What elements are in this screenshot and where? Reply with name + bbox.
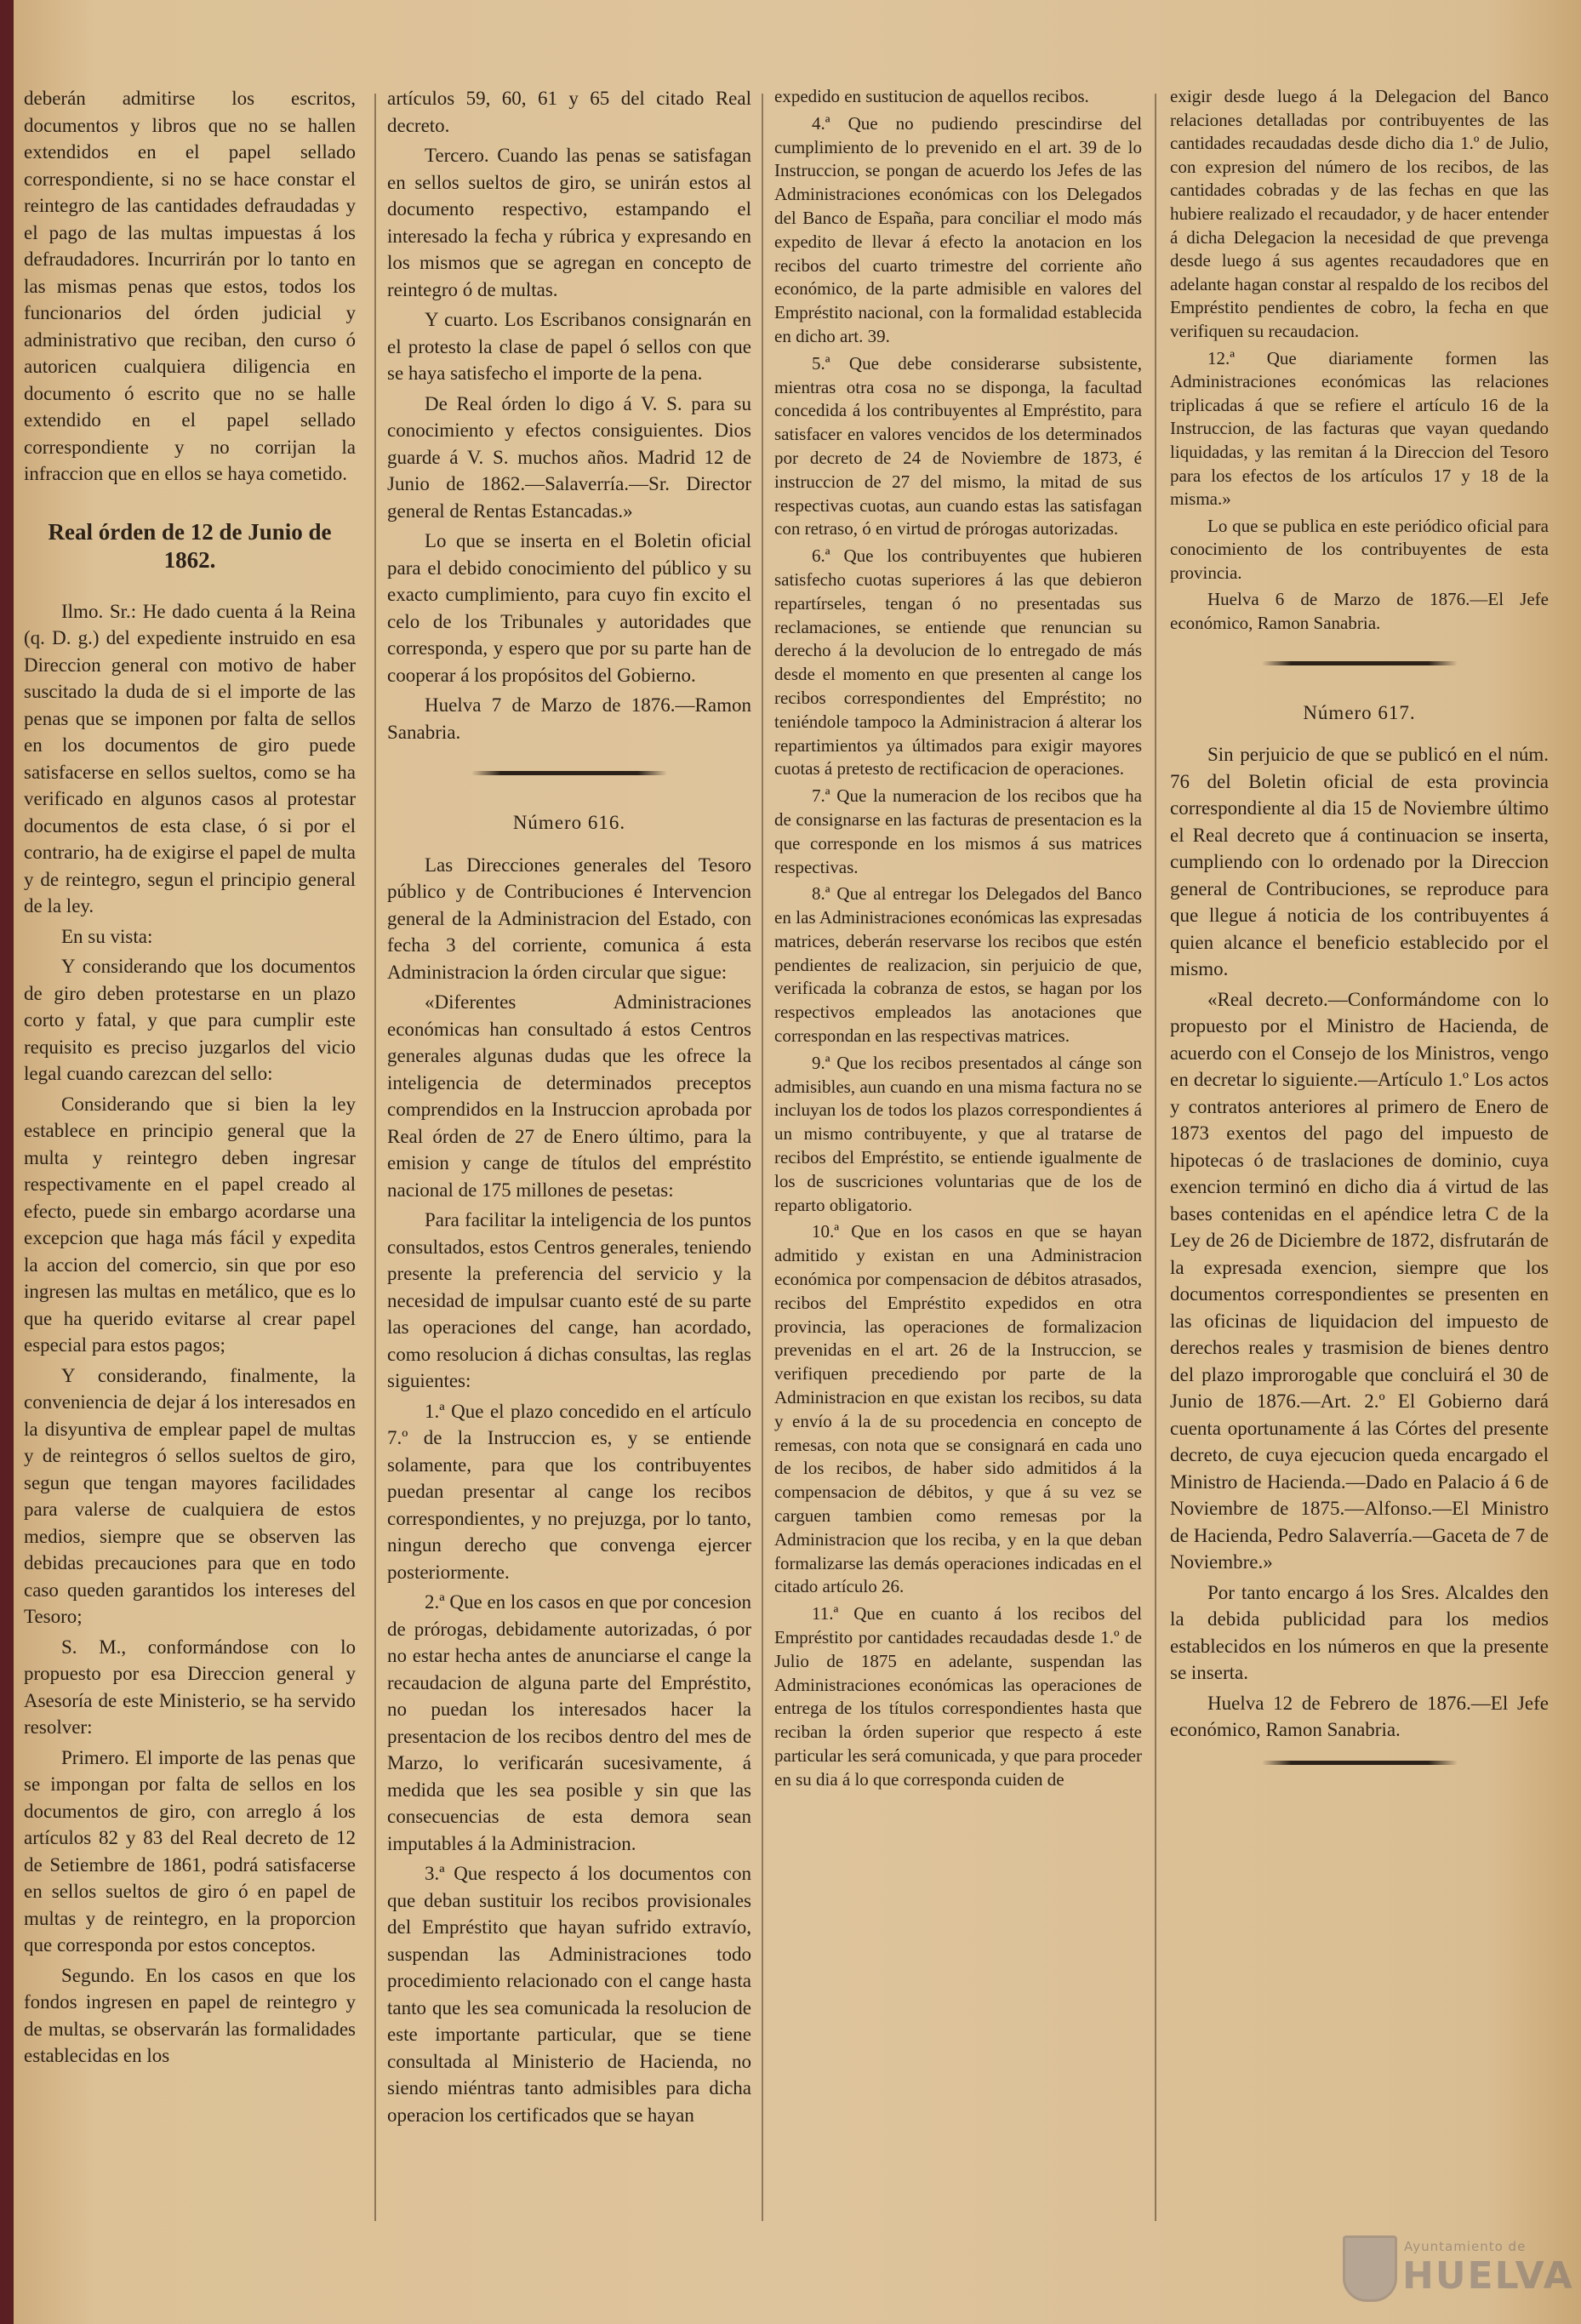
archive-watermark xyxy=(1343,2232,1574,2300)
paragraph: Tercero. Cuando las penas se satisfagan en sellos sueltos de giro, se unirán estos al documento respectivo, estampando el interesado la fecha y rúbrica y expresando en los mismos que se agregan en concepto de reintegro ó de multas. xyxy=(387,145,751,300)
paragraph: 11.ª Que en cuanto á los recibos del Empréstito por cantidades recaudadas desde 1.º de Julio de 1875 en adelante, suspendan las Administraciones económicas las operaciones de entrega de los títulos correspondientes hasta que reciban la órden superior que respecto á este particular les será comunicada, y que para proceder en su dia á lo que corresponda cuiden de xyxy=(774,1603,1142,1790)
paragraph: artículos 59, 60, 61 y 65 del citado Real decreto. xyxy=(387,88,751,136)
watermark-line1: Ayuntamiento de xyxy=(1404,2239,1527,2254)
paragraph: 10.ª Que en los casos en que se hayan admitido y existan en una Administracion económica por compensacion de débitos atrasados, recibos del Empréstito expedidos en otra provincia, las operaciones de formalizacion prevenidas en el art. 26 de la Instruccion, se verifiquen precediendo por parte de la Administracion en que existan los recibos, su data y envío á la de su procedencia en concepto de remesas, con nota que se consignará en cada uno de los recibos, de haber sido admitidos á la compensacion de débitos, y que á su vez se carguen tambien como remesas por la Administracion que los reciba, y en la que deban formalizarse las demás operaciones indicadas en el citado artículo 26. xyxy=(774,1221,1142,1597)
paragraph: 12.ª Que diariamente formen las Administraciones económicas las relaciones triplicadas á que se refiere el artículo 16 de la Instruccion, de las facturas que vayan quedando liquidadas, y las remitan á la Direccion del Tesoro para los efectos de los artículos 17 y 18 de la misma.» xyxy=(1170,347,1549,510)
paragraph: 7.ª Que la numeracion de los recibos que ha de consignarse en las facturas de presentacion es la que corresponde en los mismos á sus matrices respectivas. xyxy=(774,785,1142,877)
paragraph: Y considerando, finalmente, la conveniencia de dejar á los interesados en la disyuntiva de emplear papel de multas y de reintegros ó sellos sueltos de giro, segun que tengan mayores facilidades para valerse de cualquiera de estos medios, siempre que se observen las debidas precauciones para que en todo caso queden garantidos los intereses del Tesoro; xyxy=(24,1364,356,1627)
column-3 xyxy=(774,85,1142,1796)
paragraph: exigir desde luego á la Delegacion del Banco relaciones detalladas por contribuyentes de las cantidades recaudadas desde dicho dia 1.º de Julio, con expresion del número de los recibos, de las cantidades cobradas y de las fechas en que las hubiere realizado el recaudador, y de hacer entender á dicha Delegacion la necesidad de que prevenga desde luego á sus agentes recaudadores que en adelante hagan constar al respaldo de los recibos del Empréstito pendientes de cobro, la fecha en que verifiquen su recaudacion. xyxy=(1170,86,1549,341)
paragraph: De Real órden lo digo á V. S. para su conocimiento y efectos consiguientes. Dios guarde á V. S. muchos años. Madrid 12 de Junio de 1862.—Salaverría.—Sr. Director general de Rentas Estancadas.» xyxy=(387,392,751,522)
paragraph: expedido en sustitucion de aquellos recibos. xyxy=(774,86,1089,106)
column-divider xyxy=(762,94,763,2221)
paragraph: Segundo. En los casos en que los fondos ingresen en papel de reintegro y de multas, se observarán las formalidades establecidas en los xyxy=(24,1964,356,2066)
paragraph: 1.ª Que el plazo concedido en el artículo 7.º de la Instruccion es, y se entiende solamente, para que los contribuyentes puedan presentar al cange los recibos correspondientes, y no prejuzga, por lo tanto, ningun derecho que convenga ejercer posteriormente. xyxy=(387,1400,751,1583)
paragraph: Ilmo. Sr.: He dado cuenta á la Reina (q. D. g.) del expediente instruido en esa Direccion general con motivo de haber suscitado la duda de si el importe de las penas que se imponen por falta de sellos en los documentos de giro puede satisfacerse en sellos sueltos, como se ha verificado en algunos casos al protestar documentos de esta clase, ó si por el contrario, ha de exigirse el papel de multa y de reintegro, segun el principio general de la ley. xyxy=(24,600,356,916)
paragraph: 3.ª Que respecto á los documentos con que deban sustituir los recibos provisionales del Empréstito que hayan sufrido extravío, suspendan las Administraciones todo procedimiento relacionado con el cange hasta tanto que les sea comunicada la resolucion de este importante particular, que se tiene consultada al Ministerio de Hacienda, no siendo miéntras tanto admisibles para dicha operacion los certificados que se hayan xyxy=(387,1863,751,2126)
paragraph: «Real decreto.—Conformándome con lo propuesto por el Ministro de Hacienda, de acuerdo con el Consejo de los Ministros, vengo en decretar lo siguiente.—Artículo 1.º Los actos y contratos anteriores al primero de Enero de 1873 exentos del pago del impuesto de hipotecas ó de traslaciones de dominio, cuya exencion terminó en dicho dia á virtud de las bases contenidas en el apéndice letra C de la Ley de 26 de Diciembre de 1872, disfrutarán de la expresada exencion, siempre que los documentos correspondientes se presenten en las oficinas de liquidacion del impuesto de derechos reales y trasmision de bienes dentro del plazo improrogable que concluirá el 30 de Junio de 1876.—Art. 2.º El Gobierno dará cuenta oportunamente á las Córtes del presente decreto, de cuya ejecucion queda encargado el Ministro de Hacienda.—Dado en Palacio á 6 de Noviembre de 1875.—Alfonso.—El Ministro de Hacienda, Pedro Salaverría.—Gaceta de 7 de Noviembre.» xyxy=(1170,988,1549,1573)
column-2 xyxy=(387,85,751,2132)
paragraph: 8.ª Que al entregar los Delegados del Banco en las Administraciones económicas las expresadas matrices, deberán reservarse los recibos que estén pendientes de realizacion, sin perjuicio de que, verificada la cobranza de estos, se hagan por los respectivos empleados las anotaciones que correspondan en las respectivas matrices. xyxy=(774,883,1142,1047)
watermark-line2: HUELVA xyxy=(1402,2254,1574,2298)
paragraph: Para facilitar la inteligencia de los puntos consultados, estos Centros generales, teniendo presente la preferencia del servicio y la necesidad de impulsar cuanto esté de su parte las operaciones del cange, han acordado, como resolucion á dichas consultas, las reglas siguientes: xyxy=(387,1209,751,1391)
column-divider xyxy=(1155,94,1156,2221)
paragraph: Las Direcciones generales del Tesoro público y de Contribuciones é Intervencion general de la Administracion del Estado, con fecha 3 del corriente, comunica á esta Administracion la órden circular que sigue: xyxy=(387,854,751,983)
paragraph: 4.ª Que no pudiendo prescindirse del cumplimiento de lo prevenido en el art. 39 de lo Instruccion, se pongan de acuerdo los Jefes de las Administraciones económicas con los Delegados del Banco de España, para conciliar el modo más expedito de llevar á efecto la anotacion en los recibos del cuarto trimestre del corriente año económico, de la parte admisible en valores del Empréstito nacional, con la formalidad establecida en dicho art. 39. xyxy=(774,112,1142,346)
signature-line: Huelva 7 de Marzo de 1876.—Ramon Sanabria. xyxy=(387,694,751,743)
column-divider xyxy=(374,94,376,2221)
paragraph: S. M., conformándose con lo propuesto por esa Direccion general y Asesoría de este Ministerio, se ha servido resolver: xyxy=(24,1636,356,1738)
signature-line: Huelva 6 de Marzo de 1876.—El Jefe económico, Ramon Sanabria. xyxy=(1170,589,1549,634)
paragraph: «Diferentes Administraciones económicas han consultado á estos Centros generales algunas dudas que les ofrece la inteligencia de determinados preceptos comprendidos en la Instruccion aprobada por Real órden de 27 de Enero último, para la emision y cange de títulos del empréstito nacional de 175 millones de pesetas: xyxy=(387,991,751,1201)
paragraph: Por tanto encargo á los Sres. Alcaldes den la debida publicidad para los medios establecidos en los números en que la presente se inserta. xyxy=(1170,1581,1549,1684)
paragraph: Lo que se publica en este periódico oficial para conocimiento de los contribuyentes de esta provincia. xyxy=(1170,515,1549,583)
paragraph: Y considerando que los documentos de giro deben protestarse en un plazo corto y fatal, y que para cumplir este requisito es preciso juzgarlos del vicio legal cuando carezcan del sello: xyxy=(24,956,356,1084)
paragraph: 2.ª Que en los casos en que por concesion de prórogas, debidamente autorizadas, ó por no estar hecha antes de anunciarse el cange la recaudacion de alguna parte del Empréstito, no puedan los interesados hacer la presentacion de los recibos dentro del mes de Marzo, lo verificarán sucesivamente, á medida que les sea posible y sin que las consecuencias de esta demora sean imputables á la Administracion. xyxy=(387,1591,751,1854)
paragraph: deberán admitirse los escritos, documentos y libros que no se hallen extendidos en el papel sellado correspondiente, si no se hace constar el reintegro de las cantidades defraudadas y el pago de las multas impuestas á los defraudadores. Incurrirán por lo tanto en las mismas penas que estos, todos los funcionarios del órden judicial y administrativo que reciban, den curso ó autoricen cualquiera diligencia en documento ó escrito que no se halle extendido en el papel sellado correspondiente y no corrijan la infraccion que en ellos se haya cometido. xyxy=(24,88,356,484)
paragraph: Y cuarto. Los Escribanos consignarán en el protesto la clase de papel ó sellos con que se haya satisfecho el importe de la pena. xyxy=(387,309,751,384)
paragraph: Lo que se inserta en el Boletin oficial para el debido conocimiento del público y su exacto cumplimiento, para cuyo fin excito el celo de los Tribunales y autoridades que corresponda, y espero que por su parte han de cooperar á los propósitos del Gobierno. xyxy=(387,530,751,686)
separator-rule xyxy=(471,771,667,775)
paragraph: Primero. El importe de las penas que se impongan por falta de sellos en los documentos de giro, con arreglo á los artículos 82 y 83 del Real decreto de 12 de Setiembre de 1861, podrá satisfacerse en sellos sueltos de giro ó en papel de multas y de reintegro, en la proporcion que corresponda por estos conceptos. xyxy=(24,1746,356,1956)
paragraph: 6.ª Que los contribuyentes que hubieren satisfecho cuotas superiores á las que debieron repartírseles, tengan ó no presentadas sus reclamaciones, se entiende que renuncian su derecho á la devolucion de lo entregado de más desde el momento en que presenten al cange los recibos correspondientes del Empréstito; no teniéndole tampoco la Administracion á alterar los repartimientos ya últimados para exigir mayores cuotas á pretesto de rectificacion de operaciones. xyxy=(774,545,1142,779)
binding-edge xyxy=(0,0,14,2324)
paragraph: Considerando que si bien la ley establece en principio general que la multa y reintegro deben ingresar respectivamente en el papel creado al efecto, puede sin embargo acordarse una excepcion que haga más fácil y expedita la accion del comercio, sin que por eso ingresen las multas en metálico, que es lo que ha querido evitarse al crear papel especial para estos pagos; xyxy=(24,1093,356,1356)
coat-of-arms-icon xyxy=(1343,2235,1397,2302)
section-number: Número 617. xyxy=(1303,701,1416,723)
section-heading: Real órden de 12 de Junio de 1862. xyxy=(48,518,332,573)
paragraph: En su vista: xyxy=(61,925,153,947)
signature-line: Huelva 12 de Febrero de 1876.—El Jefe económico, Ramon Sanabria. xyxy=(1170,1692,1549,1741)
section-number: Número 616. xyxy=(512,812,626,833)
column-1 xyxy=(24,85,356,2073)
separator-rule xyxy=(1262,1761,1458,1765)
paragraph: 9.ª Que los recibos presentados al cánge son admisibles, aun cuando en una misma factura no se incluyan los de todos los plazos correspondientes á un mismo contribuyente, y que al tratarse de recibos del Empréstito, se entiende igualmente de los de suscriciones voluntarias que de los de reparto obligatorio. xyxy=(774,1052,1142,1215)
paragraph: 5.ª Que debe considerarse subsistente, mientras otra cosa no se disponga, la facultad concedida á los contribuyentes al Empréstito, para satisfacer en valores vencidos de los determinados por decreto de 24 de Noviembre de 1873, é instruccion de 27 del mismo, la mitad de sus respectivas cuotas, aun cuando estas las satisfagan con retraso, ó en virtud de prórogas autorizadas. xyxy=(774,352,1142,540)
separator-rule xyxy=(1262,661,1458,665)
column-4 xyxy=(1170,85,1549,1799)
paragraph: Sin perjuicio de que se publicó en el núm. 76 del Boletin oficial de esta provincia correspondiente al dia 15 de Noviembre último el Real decreto que á continuacion se inserta, cumpliendo con lo ordenado por la Direccion general de Contribuciones, se reproduce para que llegue á noticia de los contribuyentes á quien alcance el beneficio establecido por el mismo. xyxy=(1170,744,1549,980)
